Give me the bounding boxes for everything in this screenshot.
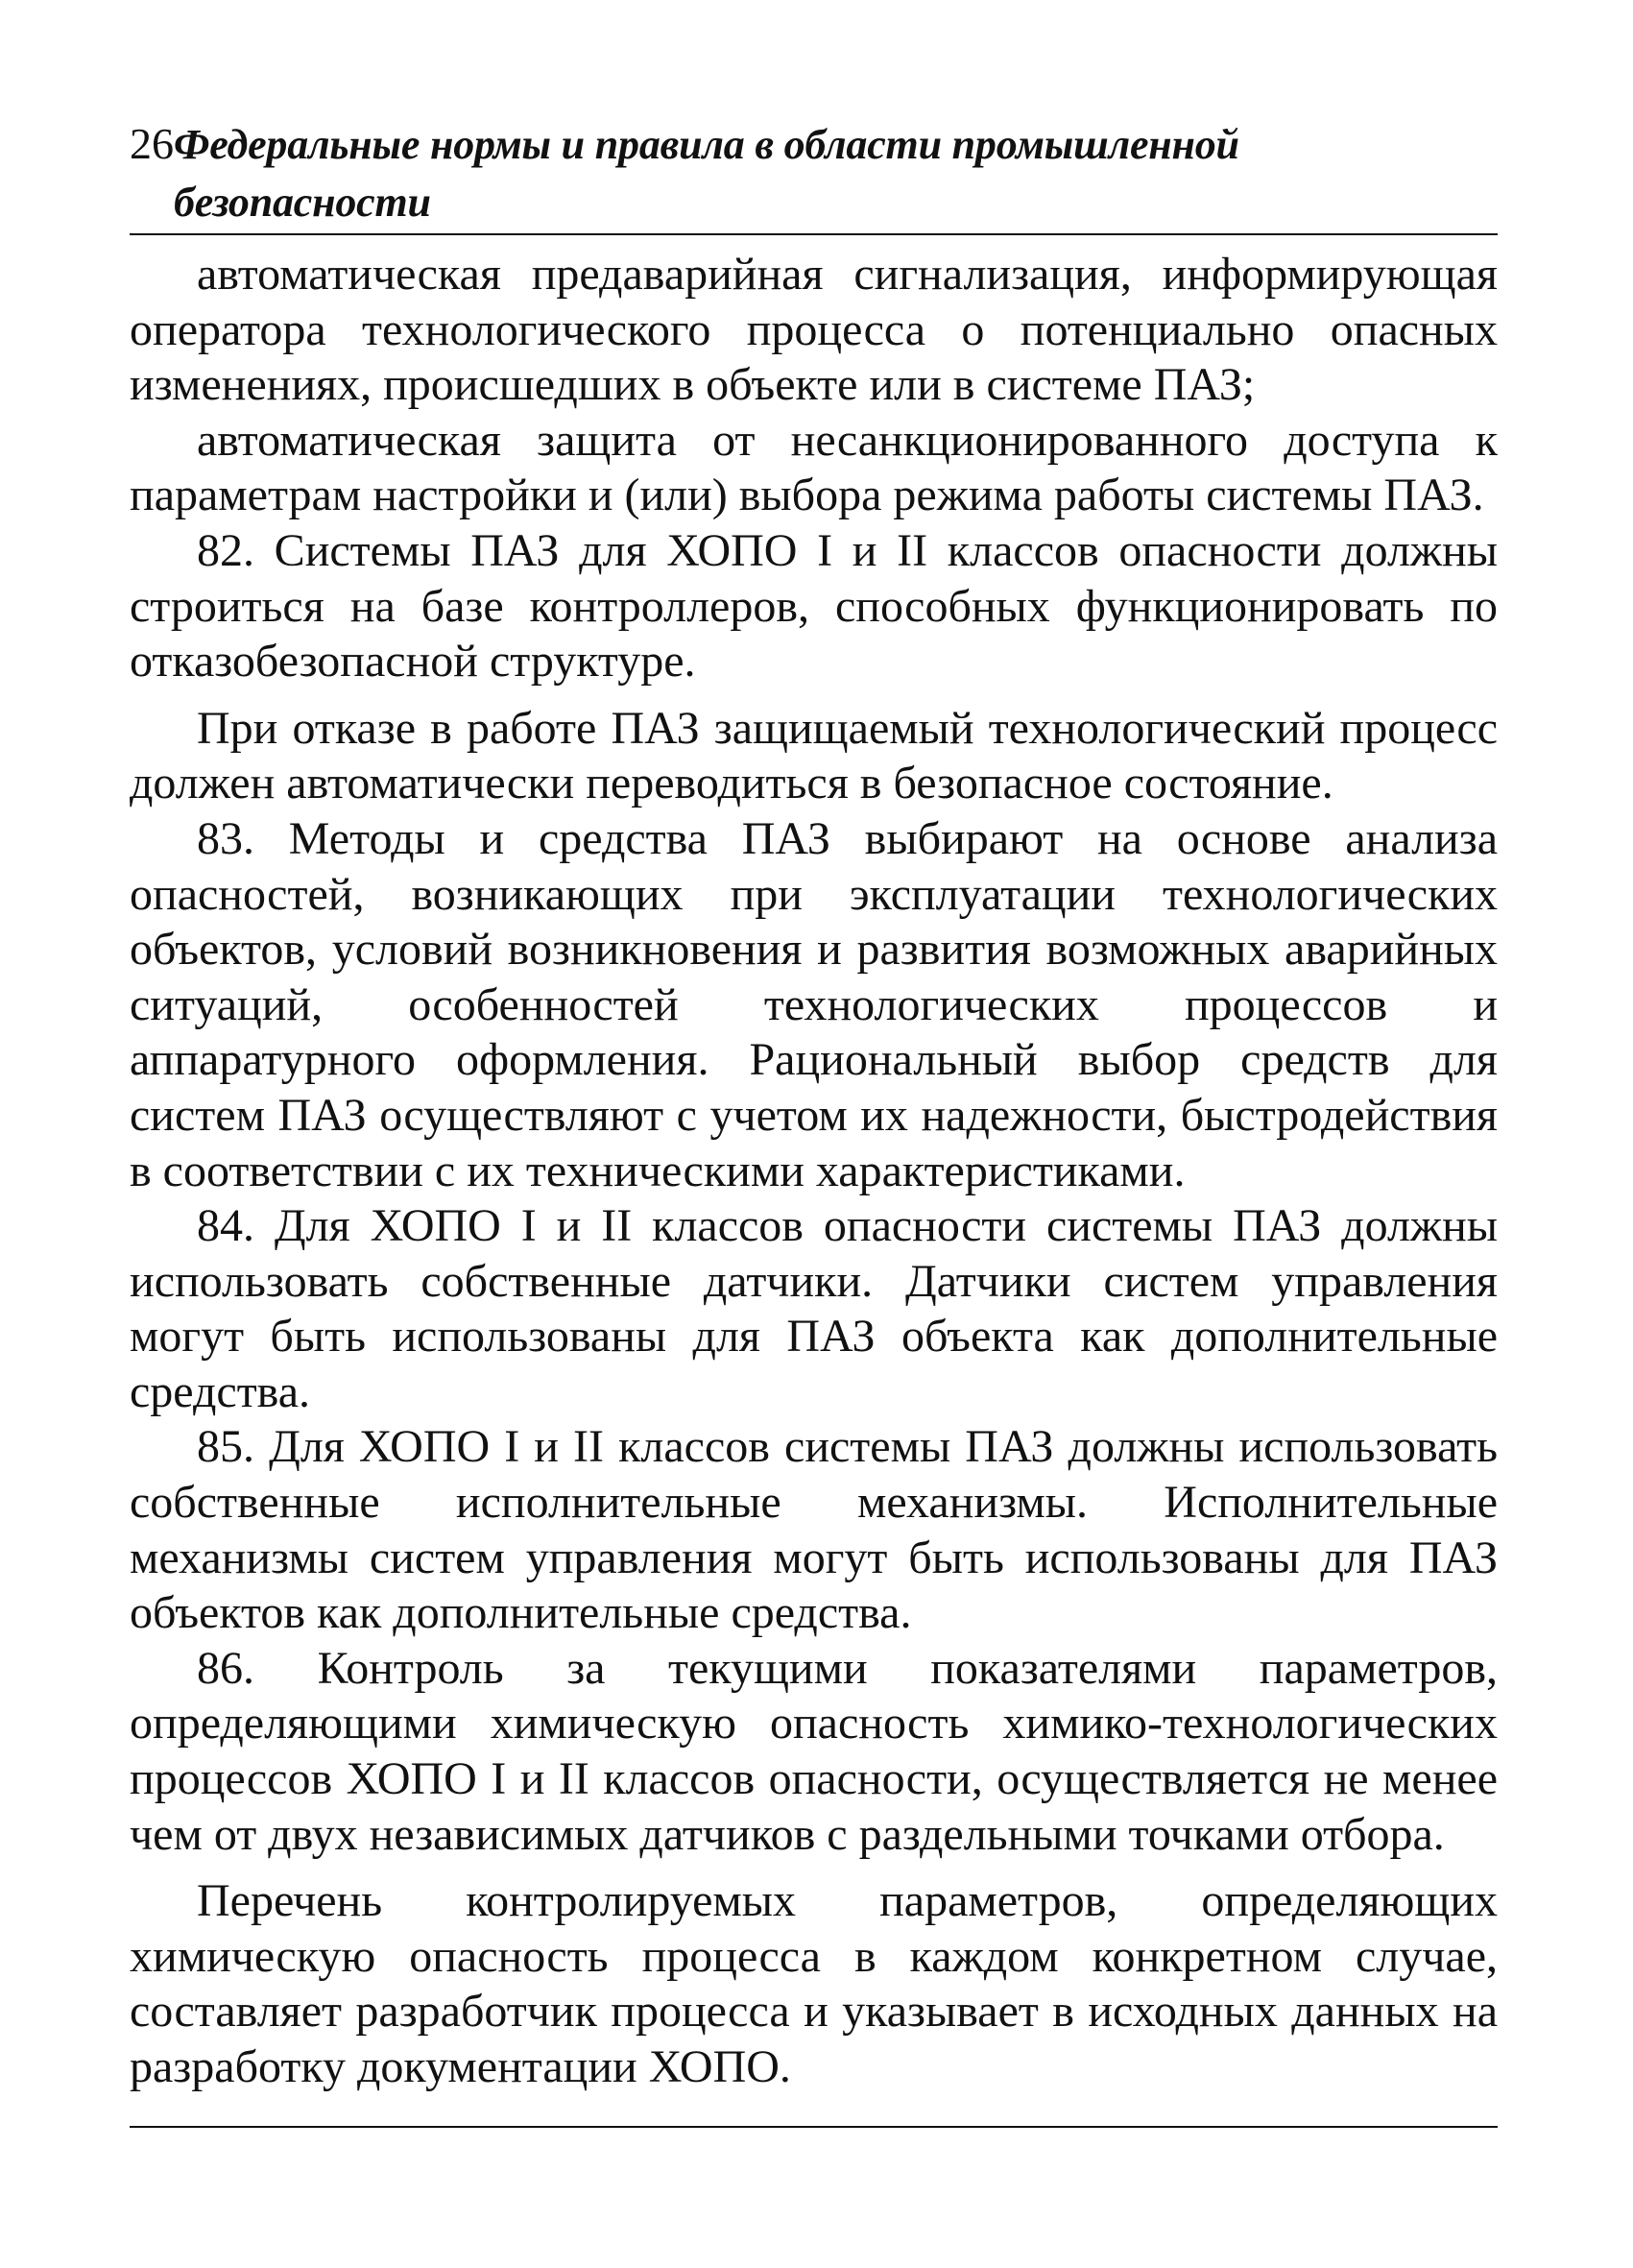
paragraph-parameters-list: Перечень контролируемых параметров, определяющих химическую опасность процесса в каждом конкретном случае, составляет разработчик процесса и указывает в исходных данных на разработку документации ХОПО. bbox=[130, 1875, 1498, 2092]
running-header-title: Федеральные нормы и правила в области промышленной безопасности bbox=[174, 121, 1239, 226]
bottom-rule bbox=[130, 2126, 1498, 2128]
paragraph-83: 83. Методы и средства ПАЗ выбирают на основе анализа опасностей, возникающих при эксплуатации технологических объектов, условий возникновения и развития возможных аварийных ситуаций, особенностей технологических процессов и аппаратурного оформления. Рациональный выбор средств для систем ПАЗ осуществляют с учетом их надежности, быстродействия в соответствии с их техническими характеристиками. bbox=[130, 812, 1498, 1196]
paragraph-84: 84. Для ХОПО I и II классов опасности системы ПАЗ должны использовать собственные датчики. Датчики систем управления могут быть использованы для ПАЗ объекта как дополнительные средства. bbox=[130, 1200, 1498, 1417]
paragraph-82: 82. Системы ПАЗ для ХОПО I и II классов опасности должны строиться на базе контроллеров, способных функционировать по отказобезопасной структуре. bbox=[130, 524, 1498, 688]
paragraph-alarm: автоматическая предаварийная сигнализация, информирующая оператора технологического процесса о потенциально опасных изменениях, происшедших в объекте или в системе ПАЗ; bbox=[130, 249, 1498, 411]
paragraph-access-protection: автоматическая защита от несанкционированного доступа к параметрам настройки и (или) выбора режима работы системы ПАЗ. bbox=[130, 414, 1498, 521]
body-text bbox=[130, 247, 1498, 2095]
paragraph-failure: При отказе в работе ПАЗ защищаемый технологический процесс должен автоматически переводиться в безопасное состояние. bbox=[130, 702, 1498, 809]
paragraph-85: 85. Для ХОПО I и II классов системы ПАЗ должны использовать собственные исполнительные механизмы. Исполнительные механизмы систем управления могут быть использованы для ПАЗ объектов как дополнительные средства. bbox=[130, 1421, 1498, 1639]
page-number: 26 bbox=[130, 119, 174, 168]
document-page bbox=[130, 115, 1498, 2128]
running-header bbox=[130, 115, 1498, 235]
paragraph-86: 86. Контроль за текущими показателями параметров, определяющими химическую опасность химико-технологических процессов ХОПО I и II классов опасности, осуществляется не менее чем от двух независимых датчиков с раздельными точками отбора. bbox=[130, 1642, 1498, 1860]
